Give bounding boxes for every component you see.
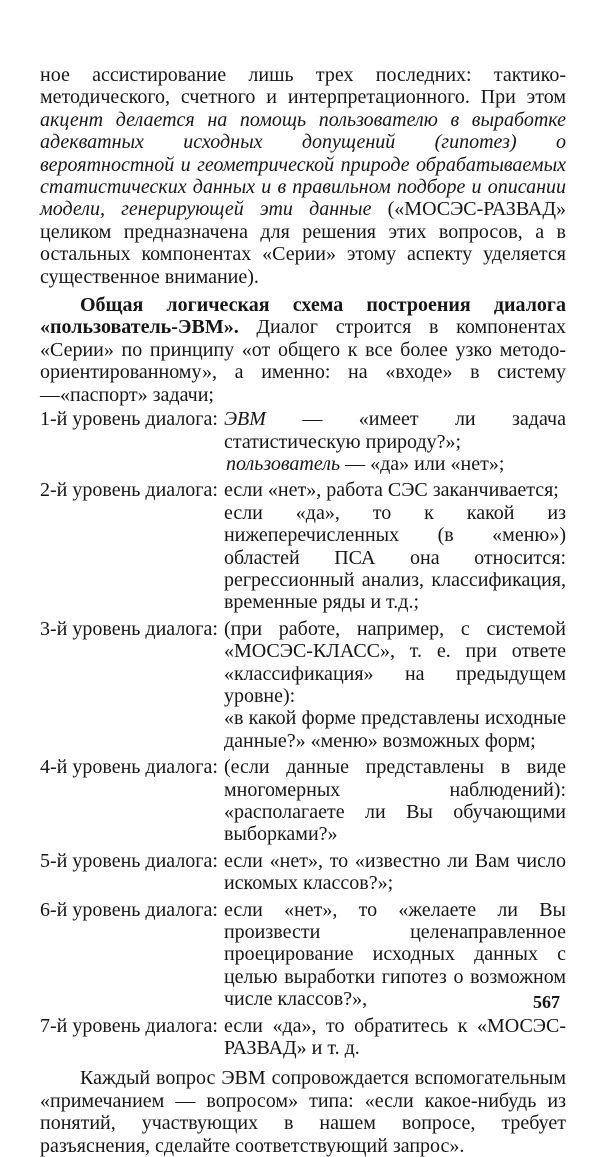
dialog-level-5 — [40, 850, 566, 895]
level-label: 1-й уровень диалога: — [40, 408, 218, 431]
paragraph-intro — [40, 64, 566, 288]
level-label: 4-й уровень диалога: — [40, 756, 218, 779]
computer-question: — «имеет ли задача статистическую природу?»; — [223, 408, 566, 453]
level-line: если «да», то к какой из нижеперечисленных (в «меню») областей ПСА она относится: регрессионный анализ, классификация, временные ряды и т.д.; — [223, 501, 566, 614]
level-line: «в какой форме представлены исходные данные?» «меню» возможных форм; — [223, 707, 566, 752]
speaker-computer: ЭВМ — [223, 408, 266, 431]
level-body — [218, 899, 566, 1011]
dialog-scheme-text: Диалог строится в компонентах «Серии» по принципу «от общего к все более узко методо-ориентированному», а именно: на «входе» в систему—«паспорт» задачи; — [40, 316, 566, 406]
user-answer: — «да» или «нет»; — [340, 452, 505, 475]
intro-text-end: («МОСЭС-РАЗВАД» целиком предназначена для решения этих вопросов, а в остальных компонентах «Серии» этому аспекту уделяется существенное внимание). — [40, 198, 566, 288]
level-label: 3-й уровень диалога: — [40, 617, 218, 640]
level-body — [218, 618, 566, 752]
dialog-level-3 — [40, 618, 566, 752]
level-line: если «да», то обратитесь к «МОСЭС-РАЗВАД» и т. д. — [223, 1014, 566, 1060]
page-number: 567 — [533, 992, 560, 1012]
intro-italic-emphasis: акцент делается на помощь пользователю в выработке адекватных исходных допущений (гипотез) о вероятностной и геометрической природе обрабатываемых статистических данных и в правильном подборе и описании модели, генерирующей эти данные — [40, 108, 566, 221]
level-body — [218, 408, 566, 453]
paragraph-dialog-scheme — [40, 294, 566, 406]
dialog-level-7 — [40, 1015, 566, 1060]
level-label: 5-й уровень диалога: — [40, 849, 218, 872]
speaker-user: пользователь — [226, 452, 341, 475]
dialog-level-4 — [40, 756, 566, 846]
level-line: (при работе, например, с системой «МОСЭС-КЛАСС», т. е. при ответе «классификация» на предыдущем уровне): — [223, 617, 566, 707]
section-heading: Общая логическая схема построения диалога «пользователь-ЭВМ». — [40, 294, 566, 339]
text-column — [40, 64, 566, 1157]
level-body — [218, 1015, 566, 1060]
level-line: (если данные представлены в виде многомерных наблюдений): «располагаете ли Вы обучающими выборками?» — [223, 756, 566, 846]
level-line: если «нет», работа СЭС заканчивается; — [223, 479, 559, 502]
level-label: 2-й уровень диалога: — [40, 479, 218, 502]
level-body — [218, 479, 566, 613]
dialog-level-2 — [40, 479, 566, 613]
paragraph-note-question: Каждый вопрос ЭВМ сопровождается вспомогательным «примечанием — вопросом» типа: «если какое-нибудь из понятий, участвующих в нашем вопросе, требует разъяснения, сделайте соответствующий запрос». — [40, 1067, 566, 1157]
level-body — [218, 850, 566, 895]
level-line: если «нет», то «известно ли Вам число искомых классов?»; — [223, 849, 566, 895]
dialog-level-1-response — [226, 453, 566, 475]
level-label: 6-й уровень диалога: — [40, 898, 218, 921]
dialog-level-6 — [40, 899, 566, 1011]
intro-text-start: ное ассистирование лишь трех последних: тактико-методического, счетного и интерпретационного. При этом — [40, 64, 566, 109]
level-body — [218, 756, 566, 846]
level-line — [224, 408, 566, 453]
level-line: если «нет», то «желаете ли Вы произвести целенаправленное проецирование исходных данных с целью выработки гипотез о возможном числе классов?», — [223, 898, 566, 1011]
dialog-level-1 — [40, 408, 566, 453]
level-label: 7-й уровень диалога: — [40, 1014, 218, 1037]
